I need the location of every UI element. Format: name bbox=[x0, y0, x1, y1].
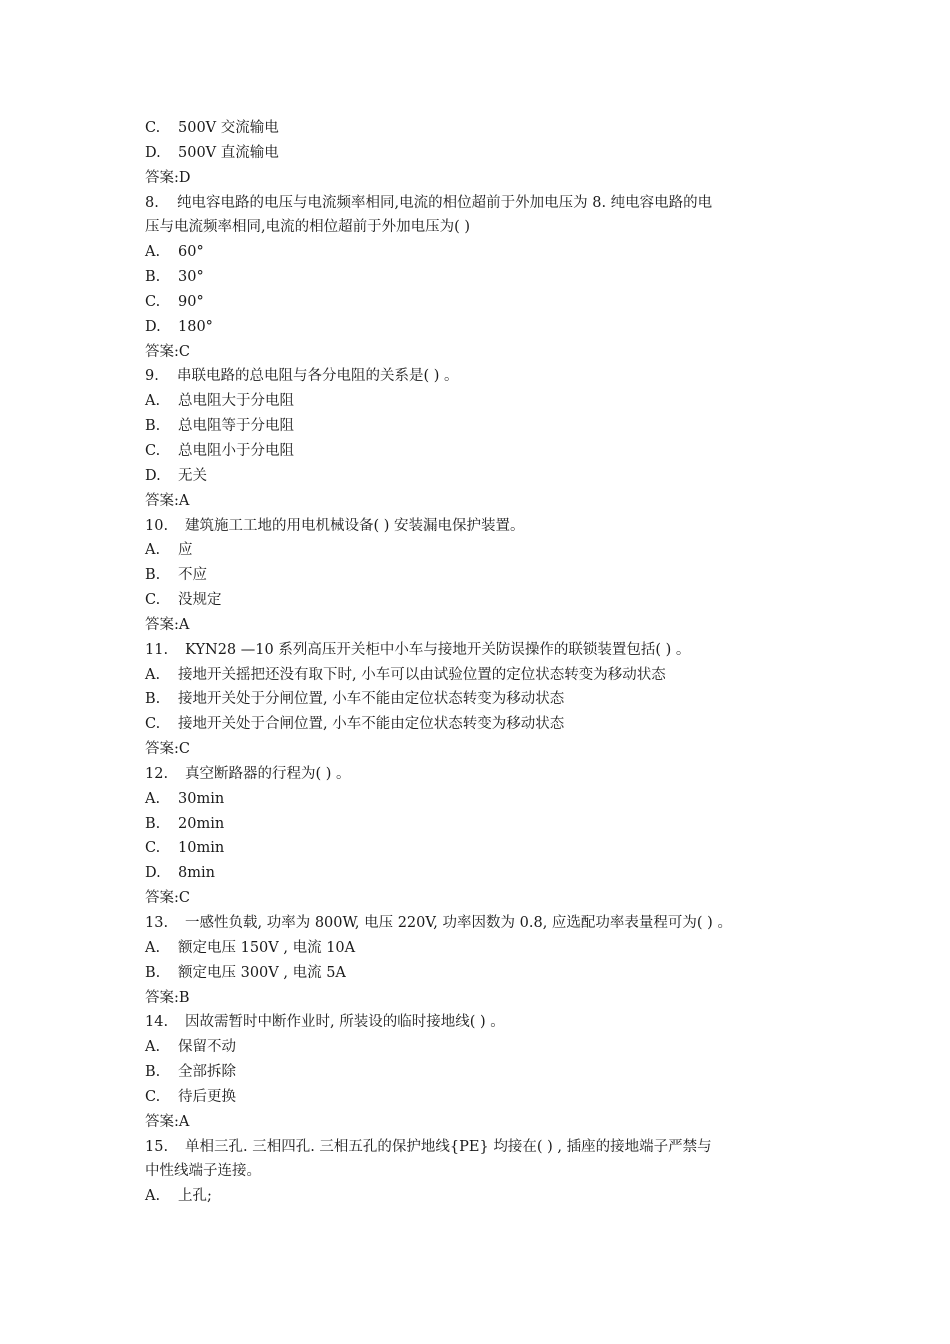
option-line bbox=[145, 315, 815, 340]
question-text: 真空断路器的行程为( ) 。 bbox=[185, 765, 351, 782]
question-line bbox=[145, 911, 815, 936]
option-letter: A. bbox=[145, 790, 161, 807]
option-line bbox=[145, 961, 815, 986]
option-text: 没规定 bbox=[178, 592, 222, 609]
question-line bbox=[145, 762, 815, 787]
question-number: 10. bbox=[145, 517, 169, 534]
option-text: 30° bbox=[178, 269, 204, 286]
option-line bbox=[145, 1085, 815, 1110]
question-continuation: 中性线端子连接。 bbox=[145, 1163, 261, 1180]
question-number: 9. bbox=[145, 368, 159, 385]
option-text: 接地开关处于合闸位置, 小车不能由定位状态转变为移动状态 bbox=[178, 716, 565, 733]
question-text: KYN28 —10 系列高压开关柜中小车与接地开关防误操作的联锁装置包括( ) 。 bbox=[185, 641, 691, 658]
question-number: 8. bbox=[145, 194, 159, 211]
option-text: 不应 bbox=[178, 567, 207, 584]
answer-line: 答案:A bbox=[145, 616, 190, 633]
option-line bbox=[145, 836, 815, 861]
option-line bbox=[145, 1184, 815, 1209]
option-text: 总电阻小于分电阻 bbox=[178, 442, 294, 459]
option-line bbox=[145, 439, 815, 464]
document-page bbox=[145, 116, 815, 1209]
option-letter: C. bbox=[145, 840, 161, 857]
option-letter: B. bbox=[145, 815, 161, 832]
option-line bbox=[145, 1035, 815, 1060]
option-letter: A. bbox=[145, 244, 161, 261]
answer-line: 答案:A bbox=[145, 1113, 190, 1130]
option-letter: C. bbox=[145, 1088, 161, 1105]
option-letter: B. bbox=[145, 691, 161, 708]
option-line bbox=[145, 936, 815, 961]
option-line bbox=[145, 464, 815, 489]
option-text: 待后更换 bbox=[178, 1088, 236, 1105]
option-letter: C. bbox=[145, 442, 161, 459]
option-text: 500V 交流输电 bbox=[178, 120, 279, 136]
option-text: 接地开关处于分闸位置, 小车不能由定位状态转变为移动状态 bbox=[178, 691, 565, 708]
option-letter: A. bbox=[145, 393, 161, 410]
option-line bbox=[145, 240, 815, 265]
option-line bbox=[145, 861, 815, 886]
question-line bbox=[145, 191, 815, 216]
option-text: 180° bbox=[178, 318, 213, 335]
question-text: 因故需暂时中断作业时, 所装设的临时接地线( ) 。 bbox=[185, 1014, 505, 1031]
question-line bbox=[145, 638, 815, 663]
option-line bbox=[145, 389, 815, 414]
option-letter: C. bbox=[145, 293, 161, 310]
question-number: 12. bbox=[145, 765, 169, 782]
answer-line: 答案:D bbox=[145, 169, 191, 186]
question-number: 15. bbox=[145, 1138, 169, 1155]
option-letter: A. bbox=[145, 939, 161, 956]
option-line bbox=[145, 414, 815, 439]
question-number: 14. bbox=[145, 1014, 169, 1031]
option-line bbox=[145, 1060, 815, 1085]
option-line bbox=[145, 290, 815, 315]
answer-line: 答案:C bbox=[145, 890, 190, 907]
option-text: 额定电压 300V , 电流 5A bbox=[178, 964, 346, 981]
option-letter: A. bbox=[145, 542, 161, 559]
option-letter: A. bbox=[145, 1188, 161, 1205]
answer-line: 答案:C bbox=[145, 741, 190, 758]
option-letter: D. bbox=[145, 318, 161, 335]
option-letter: B. bbox=[145, 418, 161, 435]
question-number: 11. bbox=[145, 641, 169, 658]
option-text: 总电阻大于分电阻 bbox=[178, 393, 294, 410]
option-letter: B. bbox=[145, 964, 161, 981]
option-line bbox=[145, 116, 815, 141]
option-text: 无关 bbox=[178, 467, 207, 484]
option-line bbox=[145, 812, 815, 837]
option-letter: C. bbox=[145, 716, 161, 733]
option-text: 10min bbox=[178, 840, 225, 857]
option-letter: B. bbox=[145, 567, 161, 584]
option-text: 接地开关摇把还没有取下时, 小车可以由试验位置的定位状态转变为移动状态 bbox=[178, 666, 666, 683]
question-continuation: 压与电流频率相同,电流的相位超前于外加电压为( ) bbox=[145, 219, 471, 236]
option-letter: A. bbox=[145, 666, 161, 683]
option-line bbox=[145, 265, 815, 290]
option-line bbox=[145, 538, 815, 563]
question-line bbox=[145, 1010, 815, 1035]
option-text: 500V 直流输电 bbox=[178, 144, 279, 161]
option-text: 20min bbox=[178, 815, 225, 832]
option-line bbox=[145, 563, 815, 588]
question-text: 建筑施工工地的用电机械设备( ) 安装漏电保护装置。 bbox=[185, 517, 525, 534]
question-text: 一感性负载, 功率为 800W, 电压 220V, 功率因数为 0.8, 应选配功率表量程可为( ) 。 bbox=[185, 915, 732, 931]
option-line bbox=[145, 663, 815, 688]
option-line bbox=[145, 712, 815, 737]
option-letter: C. bbox=[145, 120, 161, 136]
option-text: 保留不动 bbox=[178, 1039, 236, 1056]
question-text: 串联电路的总电阻与各分电阻的关系是( ) 。 bbox=[177, 368, 459, 385]
option-letter: B. bbox=[145, 269, 161, 286]
option-text: 30min bbox=[178, 790, 225, 807]
option-text: 额定电压 150V , 电流 10A bbox=[178, 939, 356, 956]
option-line bbox=[145, 141, 815, 166]
question-text: 纯电容电路的电压与电流频率相同,电流的相位超前于外加电压为 8. 纯电容电路的电 bbox=[177, 194, 713, 211]
option-letter: D. bbox=[145, 467, 161, 484]
answer-line: 答案:A bbox=[145, 492, 190, 509]
option-line bbox=[145, 687, 815, 712]
question-text: 单相三孔. 三相四孔. 三相五孔的保护地线{PE} 均接在( ) , 插座的接地端子严禁与 bbox=[185, 1138, 712, 1155]
option-letter: D. bbox=[145, 865, 161, 882]
option-line bbox=[145, 787, 815, 812]
option-line bbox=[145, 588, 815, 613]
question-number: 13. bbox=[145, 915, 169, 931]
option-text: 全部拆除 bbox=[178, 1064, 236, 1081]
option-letter: C. bbox=[145, 592, 161, 609]
option-text: 上孔; bbox=[178, 1188, 212, 1205]
question-line bbox=[145, 514, 815, 539]
option-letter: B. bbox=[145, 1064, 161, 1081]
answer-line: 答案:C bbox=[145, 343, 190, 360]
option-letter: D. bbox=[145, 144, 161, 161]
question-line bbox=[145, 1135, 815, 1160]
option-letter: A. bbox=[145, 1039, 161, 1056]
option-text: 应 bbox=[178, 542, 193, 559]
answer-line: 答案:B bbox=[145, 989, 190, 1006]
option-text: 总电阻等于分电阻 bbox=[178, 418, 294, 435]
question-line bbox=[145, 364, 815, 389]
option-text: 8min bbox=[178, 865, 215, 882]
option-text: 60° bbox=[178, 244, 204, 261]
option-text: 90° bbox=[178, 293, 204, 310]
